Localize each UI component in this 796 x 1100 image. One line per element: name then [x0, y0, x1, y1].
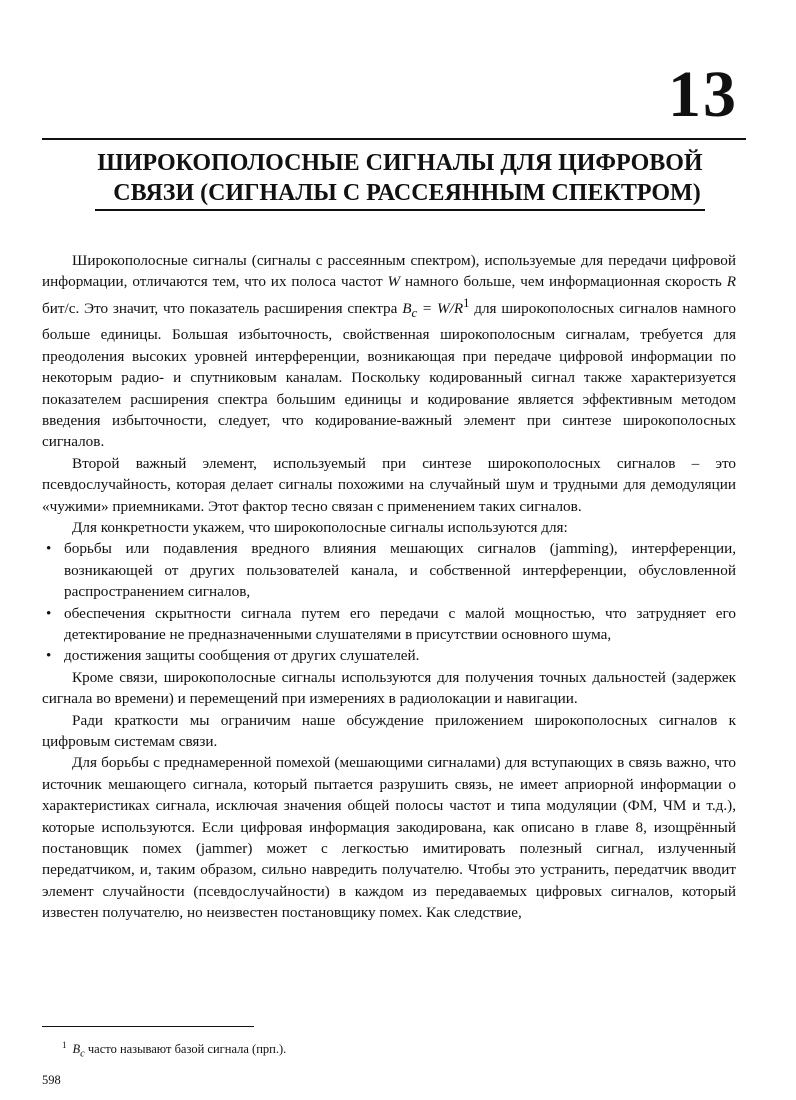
footnote-symbol-b: B [72, 1042, 81, 1057]
paragraph-1 [42, 250, 736, 453]
formula-b: B [402, 299, 412, 317]
bullet-item: • борьбы или подавления вредного влияния мешающих сигналов (jamming), интерференции, возникающей от других пользователей канала, и собственной интерференции, обусловленной распространением сигналов, [42, 538, 736, 602]
p1-text-a: Широкополосные сигналы (сигналы с рассеянным спектром), используемые для передачи цифровой информации, отличаются тем, что их полоса частот [42, 252, 736, 291]
paragraph-6: Для борьбы с преднамеренной помехой (мешающими сигналами) для вступающих в связь важно, что источник мешающего сигнала, который пытается разрушить связь, не имеет априорной информации о характеристиках сигнала, исключая значения общей полосы частот и типа модуляции (ФМ, ЧМ и т.д.), которые используются. Если цифровая информация закодирована, как описано в главе 8, изощрённый постановщик помех (jammer) может с легкостью имитировать полезный сигнал, излученный передатчиком, и, таким образом, сильно навредить получателю. Чтобы это устранить, передатчик вводит элемент случайности (псевдослучайности) в каждом из передаваемых цифровых сигналов, который известен получателю, но неизвестен постановщику помех. Как следствие, [42, 754, 736, 922]
formula-sub: c [411, 305, 418, 320]
chapter-title-line-1: ШИРОКОПОЛОСНЫЕ СИГНАЛЫ ДЛЯ ЦИФРОВОЙ [97, 150, 703, 176]
formula-rest: = W/R [417, 299, 464, 317]
body-text [42, 250, 736, 924]
p1-text-b: намного больше, чем информационная скорость [400, 273, 727, 291]
footnote-mark: 1 [62, 1040, 67, 1050]
chapter-rule [42, 138, 746, 140]
bullet-item: • обеспечения скрытности сигнала путем его передачи с малой мощностью, что затрудняет его детектирование не предназначенными слушателями в присутствии основного шума, [42, 603, 736, 646]
page-number: 598 [42, 1073, 61, 1087]
paragraph-3: Для конкретности укажем, что широкополосные сигналы используются для: [72, 518, 568, 536]
p1-text-d: для широкополосных сигналов намного больше единицы. Большая избыточность, свойственная широкополосным сигналам, требуется для преодоления высоких уровней интерференции, возникающая при передаче цифровой информации по некоторым радио- и спутниковым каналам. Поскольку кодированный сигнал также характеризуется показателем расширения спектра большим единицы и кодирование является эффективным методом введения избыточности, следует, что кодирование-важный элемент при синтезе широкополосных сигналов. [42, 299, 736, 451]
symbol-r: R [726, 273, 736, 291]
chapter-number: 13 [668, 58, 738, 131]
footnote-marker: 1 [463, 295, 470, 310]
symbol-w: W [387, 273, 401, 291]
footnote-text: часто называют базой сигнала (прп.). [84, 1042, 287, 1057]
footnote-symbol-sub: c [80, 1048, 85, 1060]
footnote [62, 1040, 286, 1060]
bullet-item: • достижения защиты сообщения от других слушателей. [42, 645, 736, 666]
bullet-list [42, 538, 736, 666]
paragraph-4: Кроме связи, широкополосные сигналы используются для получения точных дальностей (задержек сигнала во времени) и перемещений при измерениях в радиолокации и навигации. [42, 668, 736, 708]
chapter-title [52, 148, 748, 211]
paragraph-5: Ради краткости мы ограничим наше обсуждение приложением широкополосных сигналов к цифровым системам связи. [42, 711, 736, 751]
chapter-title-line-2: СВЯЗИ (СИГНАЛЫ С РАССЕЯННЫМ СПЕКТРОМ) [95, 178, 704, 211]
formula [402, 299, 464, 320]
footnote-rule [42, 1026, 254, 1027]
paragraph-2: Второй важный элемент, используемый при синтезе широкополосных сигналов – это псевдослучайность, которая делает сигналы похожими на случайный шум и трудными для демодуляции «чужими» приемниками. Этот фактор тесно связан с применением таких сигналов. [42, 454, 736, 515]
footnote-symbol [72, 1042, 85, 1060]
p1-text-c: бит/с. Это значит, что показатель расширения спектра [42, 299, 403, 317]
